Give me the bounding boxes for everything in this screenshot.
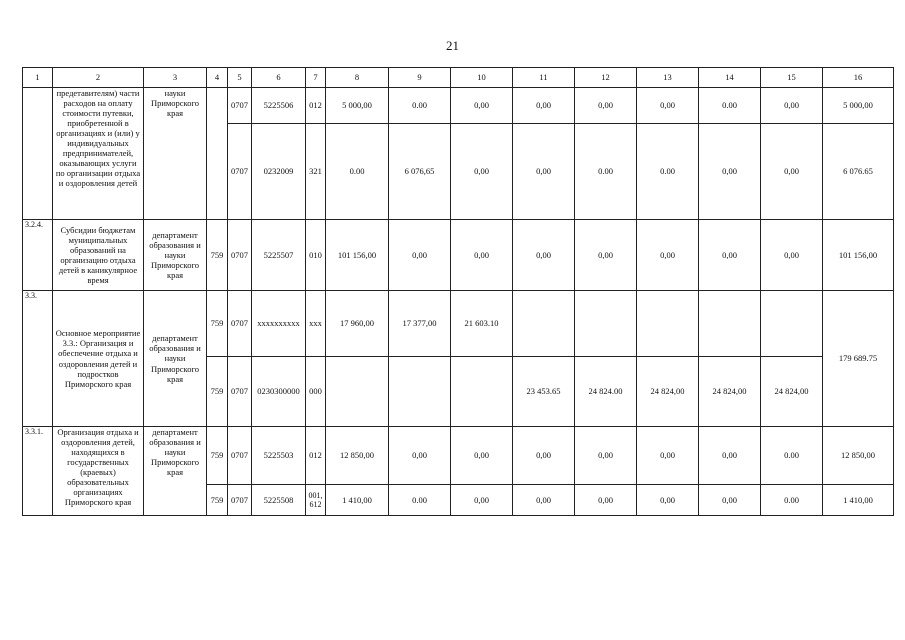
value-cell — [326, 357, 389, 427]
value-cell: 0,00 — [575, 88, 637, 124]
value-cell: 0,00 — [761, 88, 823, 124]
value-cell: 0.00 — [575, 124, 637, 220]
header-cell: 14 — [699, 68, 761, 88]
rzpr-cell: 0707 — [228, 291, 252, 357]
value-cell: 17 377,00 — [389, 291, 451, 357]
measure-name-cell: Основное мероприятие 3.3.: Организация и обеспечение отдыха и оздоровления детей и подростков Приморского края — [53, 291, 144, 427]
value-cell — [389, 357, 451, 427]
csr-cell: 0230300000 — [252, 357, 306, 427]
value-cell: 0,00 — [761, 124, 823, 220]
value-cell: 1 410,00 — [326, 485, 389, 516]
value-cell: 0,00 — [637, 427, 699, 485]
header-cell: 3 — [144, 68, 207, 88]
value-cell — [761, 291, 823, 357]
table-row — [23, 88, 894, 124]
header-cell: 1 — [23, 68, 53, 88]
csr-cell: xxxxxxxxxx — [252, 291, 306, 357]
value-cell: 0,00 — [637, 220, 699, 291]
value-cell: 0,00 — [699, 220, 761, 291]
grbs-cell: 759 — [207, 485, 228, 516]
grbs-cell — [207, 88, 228, 220]
row-number-cell: 3.2.4. — [23, 220, 53, 291]
value-cell: 0,00 — [451, 427, 513, 485]
value-cell: 0.00 — [699, 88, 761, 124]
rzpr-cell: 0707 — [228, 357, 252, 427]
header-cell: 4 — [207, 68, 228, 88]
rzpr-cell: 0707 — [228, 124, 252, 220]
value-cell: 0,00 — [575, 485, 637, 516]
value-cell: 0,00 — [637, 485, 699, 516]
value-cell: 0,00 — [513, 124, 575, 220]
vr-cell: 321 — [306, 124, 326, 220]
value-cell: 0,00 — [451, 485, 513, 516]
value-cell: 0,00 — [637, 88, 699, 124]
grbs-cell: 759 — [207, 220, 228, 291]
value-cell: 0,00 — [451, 124, 513, 220]
value-cell: 0,00 — [513, 220, 575, 291]
value-cell: 0,00 — [513, 88, 575, 124]
header-cell: 2 — [53, 68, 144, 88]
grbs-cell: 759 — [207, 291, 228, 357]
value-cell: 0.00 — [389, 485, 451, 516]
value-cell: 0,00 — [389, 220, 451, 291]
header-cell: 8 — [326, 68, 389, 88]
vr-cell: 001, 612 — [306, 485, 326, 516]
rzpr-cell: 0707 — [228, 427, 252, 485]
value-cell — [451, 357, 513, 427]
vr-cell: 012 — [306, 427, 326, 485]
page-number: 21 — [446, 38, 459, 53]
table-row — [23, 220, 894, 291]
value-cell — [575, 291, 637, 357]
executor-cell: департамент образования и науки Приморского края — [144, 220, 207, 291]
header-cell: 5 — [228, 68, 252, 88]
header-cell: 7 — [306, 68, 326, 88]
value-cell: 23 453.65 — [513, 357, 575, 427]
measure-name-cell: предетавителям) части расходов на оплату стоимости путевки, приобретенной в организациях и (или) у индивидуальных предпринимателей, оказывающих услуги по организации отдыха и оздоровления детей — [53, 88, 144, 220]
rzpr-cell: 0707 — [228, 88, 252, 124]
value-cell: 101 156,00 — [326, 220, 389, 291]
value-cell: 0,00 — [513, 427, 575, 485]
vr-cell: 012 — [306, 88, 326, 124]
value-cell: 0.00 — [761, 427, 823, 485]
value-cell: 0,00 — [699, 427, 761, 485]
total-cell: 6 076.65 — [823, 124, 894, 220]
vr-cell: 000 — [306, 357, 326, 427]
header-cell: 15 — [761, 68, 823, 88]
value-cell: 24 824,00 — [699, 357, 761, 427]
rzpr-cell: 0707 — [228, 485, 252, 516]
value-cell: 0,00 — [699, 124, 761, 220]
grbs-cell: 759 — [207, 427, 228, 485]
value-cell: 24 824.00 — [575, 357, 637, 427]
value-cell: 6 076,65 — [389, 124, 451, 220]
total-cell: 101 156,00 — [823, 220, 894, 291]
value-cell — [513, 291, 575, 357]
csr-cell: 5225506 — [252, 88, 306, 124]
value-cell: 0.00 — [637, 124, 699, 220]
value-cell: 0,00 — [451, 88, 513, 124]
value-cell — [637, 291, 699, 357]
value-cell: 0.00 — [389, 88, 451, 124]
csr-cell: 0232009 — [252, 124, 306, 220]
value-cell: 5 000,00 — [326, 88, 389, 124]
measure-name-cell: Субсидии бюджетам муниципальных образований на организацию отдыха детей в каникулярное время — [53, 220, 144, 291]
value-cell: 24 824,00 — [761, 357, 823, 427]
grbs-cell: 759 — [207, 357, 228, 427]
value-cell: 0,00 — [575, 427, 637, 485]
value-cell: 21 603.10 — [451, 291, 513, 357]
value-cell: 0,00 — [575, 220, 637, 291]
executor-cell: департамент образования и науки Приморского края — [144, 291, 207, 427]
row-number-cell: 3.3.1. — [23, 427, 53, 516]
rzpr-cell: 0707 — [228, 220, 252, 291]
value-cell: 0,00 — [761, 220, 823, 291]
value-cell: 0,00 — [389, 427, 451, 485]
header-cell: 6 — [252, 68, 306, 88]
header-cell: 12 — [575, 68, 637, 88]
vr-cell: 010 — [306, 220, 326, 291]
total-cell: 5 000,00 — [823, 88, 894, 124]
csr-cell: 5225503 — [252, 427, 306, 485]
header-cell: 16 — [823, 68, 894, 88]
header-cell: 13 — [637, 68, 699, 88]
total-cell: 12 850,00 — [823, 427, 894, 485]
table-row — [23, 291, 894, 357]
header-cell: 11 — [513, 68, 575, 88]
value-cell: 17 960,00 — [326, 291, 389, 357]
budget-table — [22, 67, 894, 516]
row-number-cell — [23, 88, 53, 220]
value-cell: 24 824,00 — [637, 357, 699, 427]
value-cell: 0,00 — [451, 220, 513, 291]
table-header-row — [23, 68, 894, 88]
value-cell: 0.00 — [761, 485, 823, 516]
total-cell: 1 410,00 — [823, 485, 894, 516]
value-cell: 0,00 — [699, 485, 761, 516]
executor-cell: департамент образования и науки Приморского края — [144, 427, 207, 516]
vr-cell: xxx — [306, 291, 326, 357]
measure-name-cell: Организация отдыха и оздоровления детей, находящихся в государственных (краевых) образовательных организациях Приморского края — [53, 427, 144, 516]
header-cell: 10 — [451, 68, 513, 88]
csr-cell: 5225507 — [252, 220, 306, 291]
csr-cell: 5225508 — [252, 485, 306, 516]
total-cell: 179 689.75 — [823, 291, 894, 427]
executor-cell: науки Приморского края — [144, 88, 207, 220]
value-cell: 0,00 — [513, 485, 575, 516]
row-number-cell: 3.3. — [23, 291, 53, 427]
table-row — [23, 427, 894, 485]
value-cell: 12 850,00 — [326, 427, 389, 485]
value-cell: 0.00 — [326, 124, 389, 220]
value-cell — [699, 291, 761, 357]
header-cell: 9 — [389, 68, 451, 88]
